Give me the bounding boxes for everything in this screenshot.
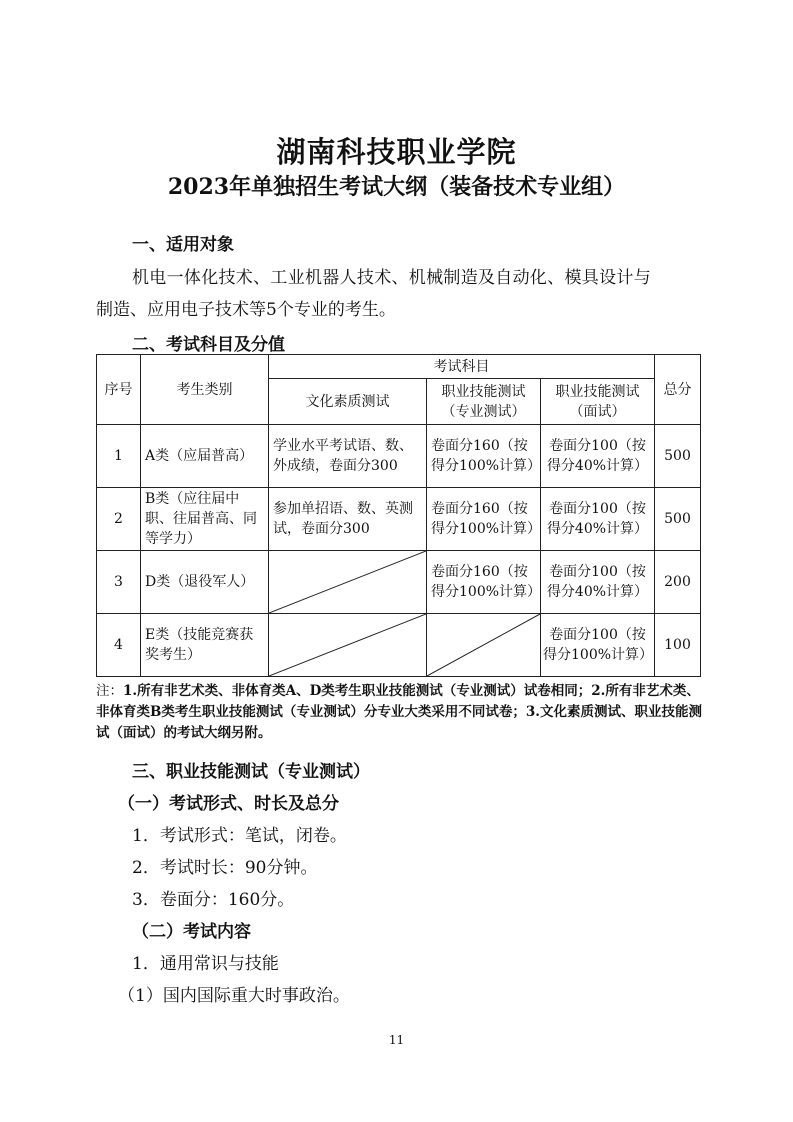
cell-seq: 1: [97, 425, 141, 488]
section1-line2: 制造、应用电子技术等5个专业的考生。: [96, 300, 396, 320]
section3-item4: 1．通用常识与技能: [132, 954, 279, 974]
cell-skill-prof: 卷面分160（按得分100%计算）: [427, 425, 541, 488]
cell-category: A类（应届普高）: [141, 425, 269, 488]
cell-seq: 2: [97, 488, 141, 551]
cell-skill-prof: 卷面分160（按得分100%计算）: [427, 551, 541, 614]
cell-total: 200: [655, 551, 701, 614]
document-title: 湖南科技职业学院: [276, 135, 517, 169]
cell-culture: 参加单招语、数、英测试，卷面分300: [269, 488, 427, 551]
header-total: 总分: [655, 355, 701, 425]
section1-heading: 一、适用对象: [132, 235, 234, 255]
cell-seq: 4: [97, 614, 141, 677]
cell-skill-interview: 卷面分100（按得分40%计算）: [541, 488, 655, 551]
exam-subjects-table: [96, 354, 701, 677]
cell-seq: 3: [97, 551, 141, 614]
table-row: [97, 488, 701, 551]
page-number: 11: [388, 1033, 405, 1047]
cell-total: 500: [655, 425, 701, 488]
table-header-row: [97, 355, 701, 379]
cell-skill-prof: 卷面分160（按得分100%计算）: [427, 488, 541, 551]
diagonal-line-icon: [427, 614, 540, 676]
cell-skill-interview: 卷面分100（按得分100%计算）: [541, 614, 655, 677]
diagonal-line-icon: [269, 551, 426, 613]
header-culture: 文化素质测试: [269, 379, 427, 425]
cell-category: B类（应往届中职、往届普高、同等学力）: [141, 488, 269, 551]
cell-culture-empty: [269, 614, 427, 677]
section3-heading: 三、职业技能测试（专业测试）: [132, 762, 370, 782]
section1-line1: 机电一体化技术、工业机器人技术、机械制造及自动化、模具设计与: [132, 268, 651, 288]
cell-total: 500: [655, 488, 701, 551]
cell-skill-interview: 卷面分100（按得分40%计算）: [541, 551, 655, 614]
header-skill-prof: 职业技能测试（专业测试）: [427, 379, 541, 425]
section3-sub2: （二）考试内容: [132, 922, 251, 942]
cell-culture-empty: [269, 551, 427, 614]
header-seq: 序号: [97, 355, 141, 425]
note-text: 1.所有非艺术类、非体育类A、D类考生职业技能测试（专业测试）试卷相同；2.所有非艺术类、非体育类B类考生职业技能测试（专业测试）分专业大类采用不同试卷；3.文化素质测试、职业技能测试（面试）的考试大纲另附。: [96, 683, 703, 741]
table-row: [97, 425, 701, 488]
cell-category: D类（退役军人）: [141, 551, 269, 614]
cell-category: E类（技能竞赛获奖考生）: [141, 614, 269, 677]
cell-skill-prof-empty: [427, 614, 541, 677]
header-subjects: 考试科目: [269, 355, 655, 379]
note-lead: 注：: [96, 683, 123, 699]
section3-sub1: （一）考试形式、时长及总分: [118, 794, 339, 814]
cell-skill-interview: 卷面分100（按得分40%计算）: [541, 425, 655, 488]
document-subtitle: 2023年单独招生考试大纲（装备技术专业组）: [167, 174, 626, 200]
section3-item3: 3．卷面分：160分。: [132, 890, 295, 910]
header-skill-interview: 职业技能测试（面试）: [541, 379, 655, 425]
table-note: [96, 681, 704, 744]
section3-item2: 2．考试时长：90分钟。: [132, 858, 318, 878]
section3-item1: 1．考试形式：笔试，闭卷。: [132, 826, 347, 846]
diagonal-line-icon: [269, 614, 426, 676]
section2-heading: 二、考试科目及分值: [132, 335, 285, 355]
section3-item5: （1）国内国际重大时事政治。: [118, 986, 350, 1006]
table-row: [97, 614, 701, 677]
cell-culture: 学业水平考试语、数、外成绩，卷面分300: [269, 425, 427, 488]
table-row: [97, 551, 701, 614]
cell-total: 100: [655, 614, 701, 677]
header-category: 考生类别: [141, 355, 269, 425]
